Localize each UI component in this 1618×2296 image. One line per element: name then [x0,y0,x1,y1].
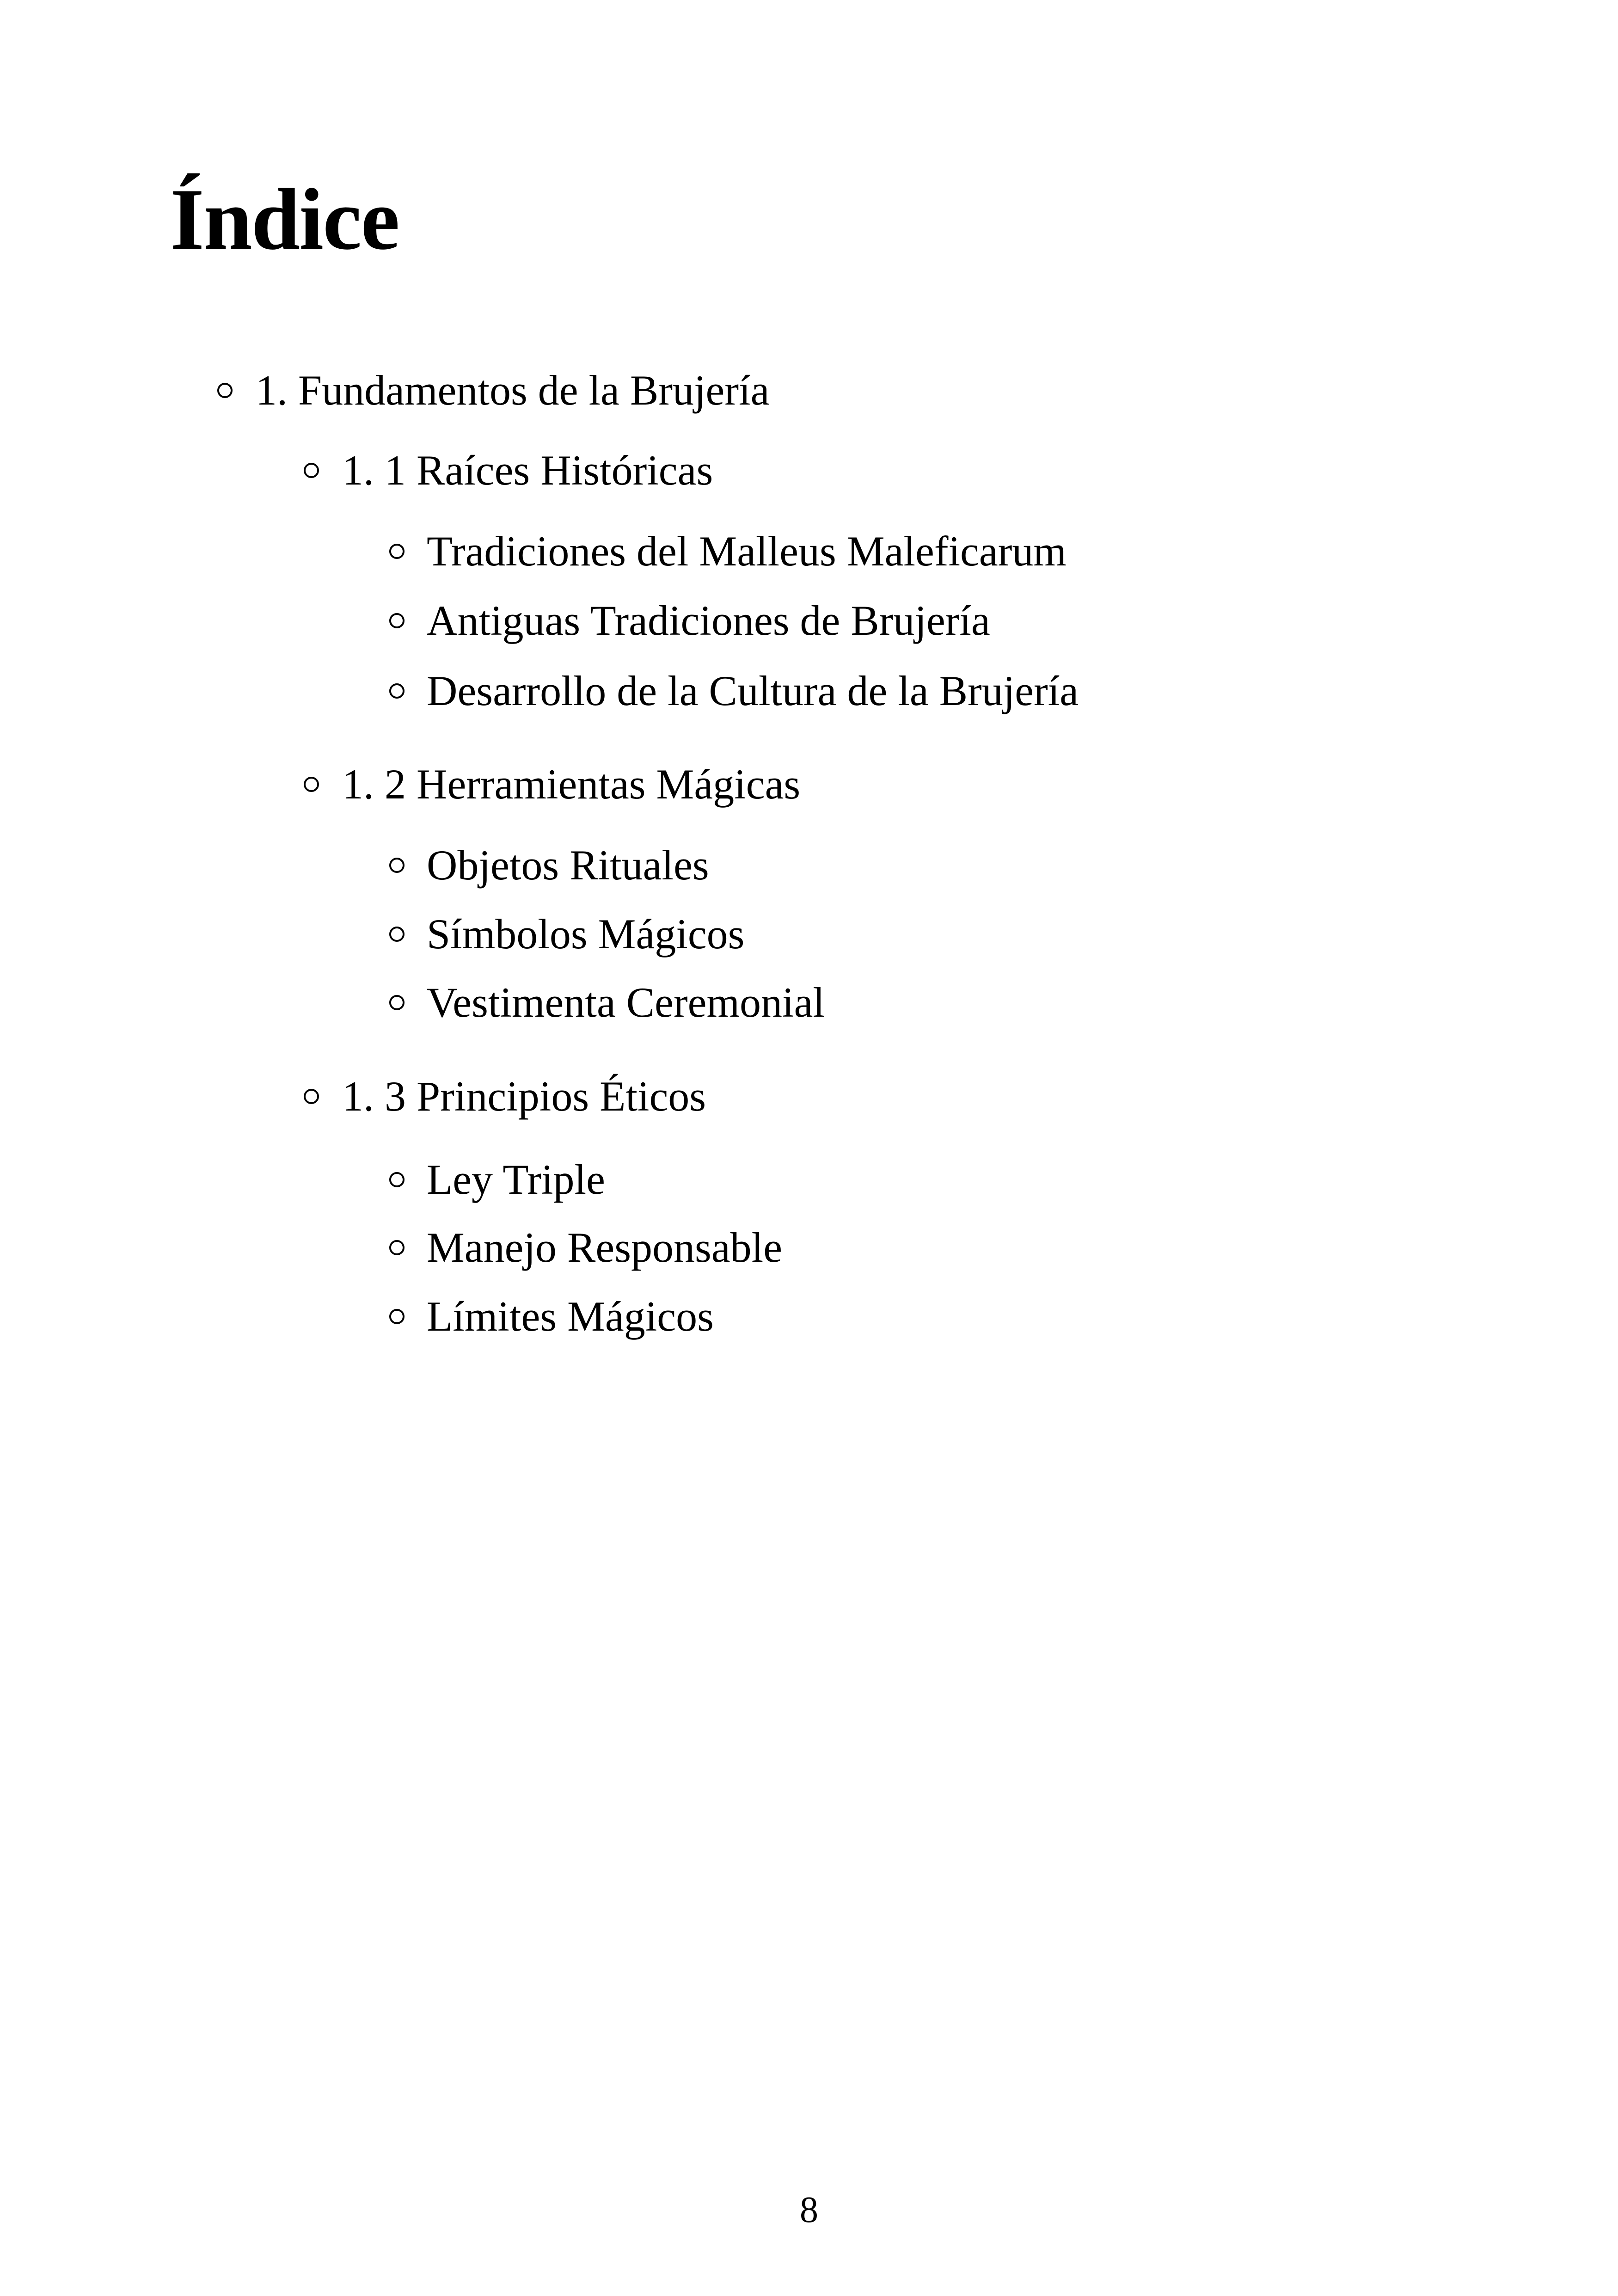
circle-bullet-icon [389,927,404,942]
circle-bullet-icon [389,613,404,628]
circle-bullet-icon [389,683,404,699]
toc-subitem[interactable] [389,1226,782,1269]
toc-section-label: 1. 3 Principios Éticos [342,1073,706,1120]
toc-chapter[interactable] [217,367,770,414]
page-title: Índice [170,171,399,268]
circle-bullet-icon [389,1172,404,1187]
toc-section-label: 1. 2 Herramientas Mágicas [342,761,801,808]
circle-bullet-icon [389,995,404,1010]
circle-bullet-icon [389,544,404,559]
toc-section-label: 1. 1 Raíces Históricas [342,447,713,494]
circle-bullet-icon [304,1089,319,1104]
toc-subitem[interactable] [389,981,825,1024]
toc-subitem[interactable] [389,1158,605,1201]
toc-subitem-label: Manejo Responsable [427,1224,783,1271]
toc-subitem[interactable] [389,910,745,958]
toc-subitem-label: Símbolos Mágicos [427,910,745,958]
toc-subitem-label: Objetos Rituales [427,841,709,889]
toc-subitem[interactable] [389,528,1066,575]
toc-subitem-label: Límites Mágicos [427,1293,714,1340]
circle-bullet-icon [389,1309,404,1324]
toc-subitem[interactable] [389,841,709,889]
toc-section[interactable] [304,447,713,494]
toc-subitem-label: Desarrollo de la Cultura de la Brujería [427,667,1079,714]
circle-bullet-icon [217,383,233,398]
circle-bullet-icon [304,463,319,478]
toc-subitem-label: Antiguas Tradiciones de Brujería [427,597,990,644]
toc-subitem-label: Tradiciones del Malleus Maleficarum [427,528,1066,575]
circle-bullet-icon [389,858,404,873]
toc-subitem[interactable] [389,599,990,642]
toc-subitem[interactable] [389,1295,714,1338]
circle-bullet-icon [304,777,319,792]
toc-section[interactable] [304,761,801,808]
circle-bullet-icon [389,1240,404,1255]
page-number: 8 [800,2190,818,2230]
toc-section[interactable] [304,1073,706,1120]
toc-chapter-label: 1. Fundamentos de la Brujería [256,367,770,414]
toc-subitem-label: Vestimenta Ceremonial [427,979,825,1026]
toc-subitem[interactable] [389,669,1079,712]
toc-subitem-label: Ley Triple [427,1156,605,1203]
